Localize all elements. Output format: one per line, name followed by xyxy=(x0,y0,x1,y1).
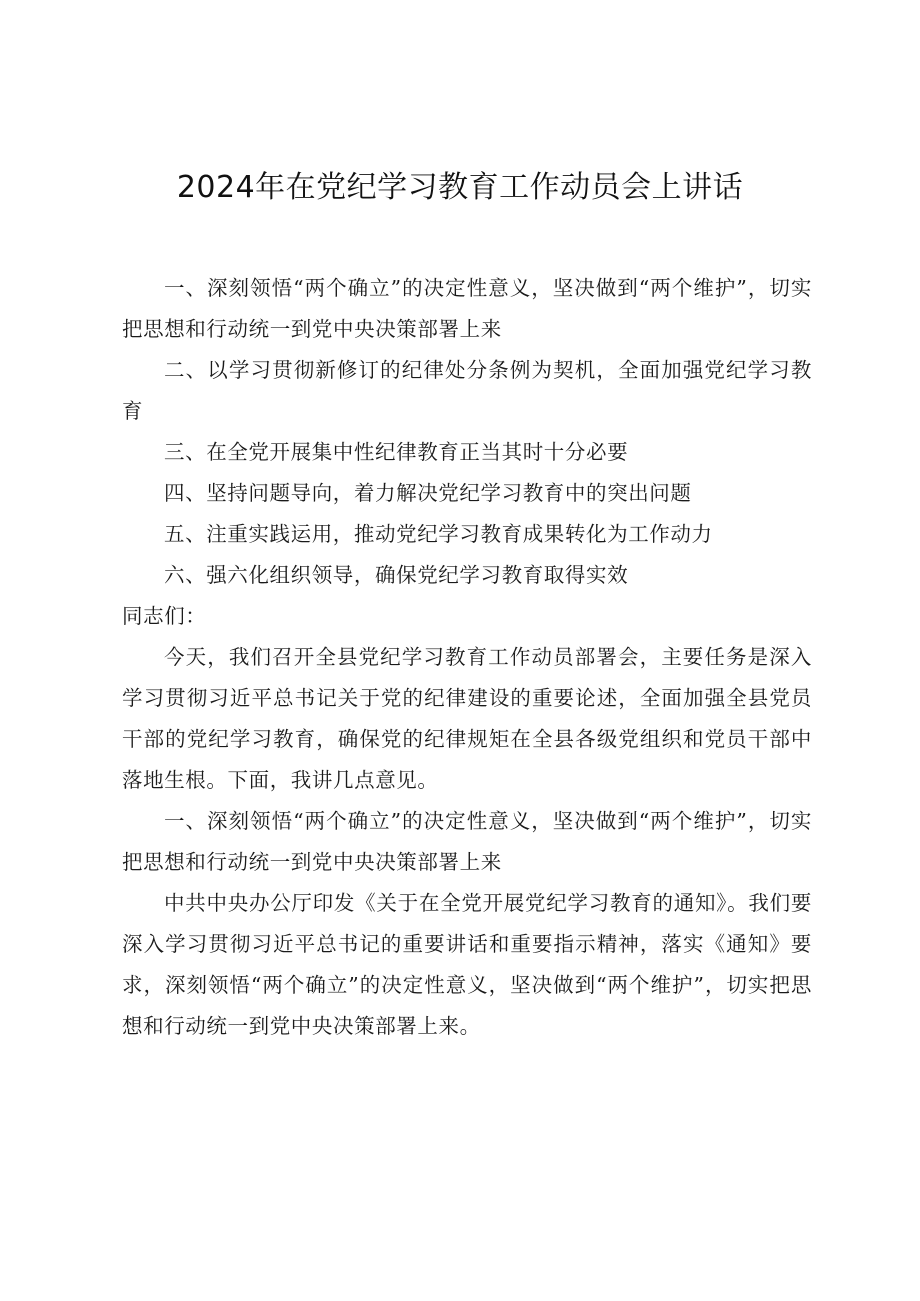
outline-item-2: 二、以学习贯彻新修订的纪律处分条例为契机，全面加强党纪学习教育 xyxy=(122,358,812,423)
outline-item-4: 四、坚持问题导向，着力解决党纪学习教育中的突出问题 xyxy=(164,481,692,505)
opening-paragraph: 今天，我们召开全县党纪学习教育工作动员部署会，主要任务是深入学习贯彻习近平总书记关于党的纪律建设的重要论述，全面加强全县党员干部的党纪学习教育，确保党的纪律规矩在全县各级党组织和党员干部中落地生根。下面，我讲几点意见。 xyxy=(122,645,812,792)
section-paragraph-1: 中共中央办公厅印发《关于在全党开展党纪学习教育的通知》。我们要深入学习贯彻习近平总书记的重要讲话和重要指示精神，落实《通知》要求，深刻领悟“两个确立”的决定性意义，坚决做到“两个维护”，切实把思想和行动统一到党中央决策部署上来。 xyxy=(122,891,812,1038)
outline-item-1: 一、深刻领悟“两个确立”的决定性意义，坚决做到“两个维护”，切实把思想和行动统一到党中央决策部署上来 xyxy=(122,276,812,341)
outline-item-3: 三、在全党开展集中性纪律教育正当其时十分必要 xyxy=(164,440,629,464)
outline-item-5: 五、注重实践运用，推动党纪学习教育成果转化为工作动力 xyxy=(164,522,713,546)
salutation: 同志们： xyxy=(122,604,207,628)
section-heading-1: 一、深刻领悟“两个确立”的决定性意义，坚决做到“两个维护”，切实把思想和行动统一到党中央决策部署上来 xyxy=(122,809,812,874)
document-title: 2024年在党纪学习教育工作动员会上讲话 xyxy=(176,170,744,205)
outline-item-6: 六、强六化组织领导，确保党纪学习教育取得实效 xyxy=(164,563,629,587)
document-body xyxy=(122,268,812,1047)
